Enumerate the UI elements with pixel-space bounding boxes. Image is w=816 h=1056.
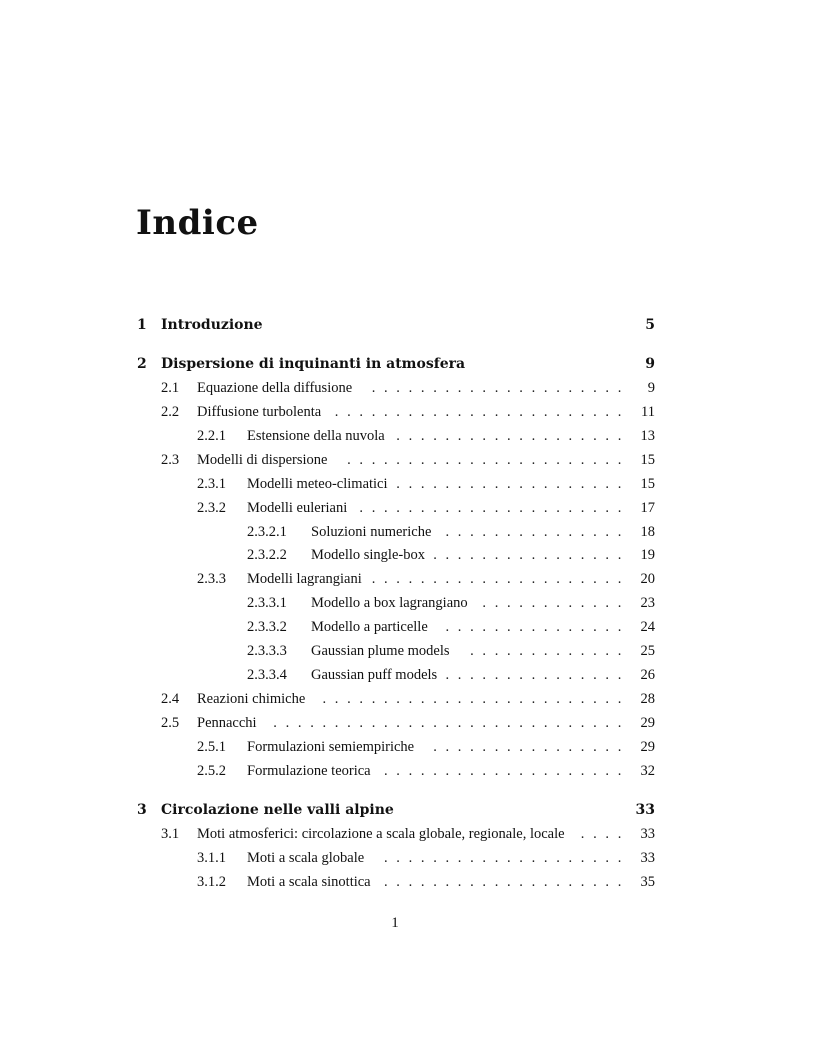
toc-leader-dots: . . . . . . . . . . . . . . . . . . . . . (371, 571, 622, 587)
toc-leader-dots: . . . . . . . . . . . . . . . (445, 667, 622, 683)
toc-entry-number: 2.3.2 (197, 500, 226, 516)
toc-entry-page: 29 (640, 715, 655, 731)
toc-entry-row[interactable] (0, 569, 816, 589)
toc-entry-row[interactable] (0, 824, 816, 844)
toc-entry-page: 24 (640, 619, 655, 635)
toc-entry-number: 2.4 (161, 691, 180, 707)
toc-entry-number: 2.3.3.2 (247, 619, 287, 635)
toc-entry-number: 2.3.1 (197, 476, 226, 492)
toc-entry-page: 33 (640, 850, 655, 866)
toc-entry-page: 35 (640, 874, 655, 890)
toc-entry-page: 33 (635, 802, 655, 818)
toc-leader-dots: . . . . . . . . . . . . . (470, 643, 622, 659)
toc-leader-dots: . . . . . . . . . . . . . . . . . . . . . . . . . . . . . (273, 715, 622, 731)
toc-entry-row[interactable] (0, 522, 816, 542)
toc-entry-row[interactable] (0, 545, 816, 565)
toc-entry-title[interactable]: Equazione della diffusione (197, 380, 353, 396)
toc-entry-number: 3.1.1 (197, 850, 226, 866)
toc-entry-title[interactable]: Soluzioni numeriche (311, 524, 432, 540)
toc-entry-number: 2.3.2.1 (247, 524, 287, 540)
toc-entry-number: 2.3.3.1 (247, 595, 287, 611)
toc-entry-title[interactable]: Moti a scala sinottica (247, 874, 371, 890)
toc-entry-page: 20 (640, 571, 655, 587)
toc-entry-page: 25 (640, 643, 655, 659)
page-title: Indice (136, 203, 259, 243)
toc-entry-title[interactable]: Modello single-box (311, 547, 425, 563)
toc-entry-row[interactable] (0, 402, 816, 422)
toc-entry-title[interactable]: Circolazione nelle valli alpine (161, 802, 394, 818)
toc-entry-title[interactable]: Modelli meteo-climatici (247, 476, 388, 492)
toc-leader-dots: . . . . . . . . . . . . (482, 595, 622, 611)
toc-entry-number: 2.2.1 (197, 428, 226, 444)
toc-entry-number: 2.3.3 (197, 571, 226, 587)
toc-entry-title[interactable]: Estensione della nuvola (247, 428, 385, 444)
toc-leader-dots: . . . . . . . . . . . . . . . . . . . . (384, 763, 622, 779)
toc-entry-row[interactable] (0, 761, 816, 781)
toc-entry-row[interactable] (0, 713, 816, 733)
toc-entry-number: 2.3.3.3 (247, 643, 287, 659)
toc-entry-title[interactable]: Pennacchi (197, 715, 257, 731)
toc-entry-row[interactable] (0, 498, 816, 518)
toc-entry-title[interactable]: Modello a particelle (311, 619, 428, 635)
toc-entry-title[interactable]: Gaussian plume models (311, 643, 450, 659)
toc-entry-title[interactable]: Formulazioni semiempiriche (247, 739, 415, 755)
toc-entry-page: 5 (645, 317, 655, 333)
toc-entry-number: 2.5 (161, 715, 180, 731)
toc-entry-page: 15 (640, 476, 655, 492)
toc-entry-title[interactable]: Moti atmosferici: circolazione a scala globale, regionale, locale (197, 826, 565, 842)
toc-entry-page: 15 (640, 452, 655, 468)
toc-leader-dots: . . . . . . . . . . . . . . . . (433, 739, 622, 755)
toc-entry-number: 2 (137, 356, 147, 372)
toc-entry-page: 9 (645, 356, 655, 372)
toc-entry-title[interactable]: Modelli euleriani (247, 500, 348, 516)
toc-entry-page: 32 (640, 763, 655, 779)
toc-leader-dots: . . . . (580, 826, 622, 842)
toc-leader-dots: . . . . . . . . . . . . . . . . . . . . (384, 850, 622, 866)
toc-entry-row[interactable] (0, 426, 816, 446)
toc-entry-title[interactable]: Diffusione turbolenta (197, 404, 322, 420)
toc-chapter-row[interactable] (0, 315, 816, 335)
toc-entry-title[interactable]: Gaussian puff models (311, 667, 438, 683)
toc-entry-number: 2.3.2.2 (247, 547, 287, 563)
toc-entry-number: 3.1 (161, 826, 180, 842)
toc-entry-page: 28 (640, 691, 655, 707)
toc-leader-dots: . . . . . . . . . . . . . . . (445, 619, 622, 635)
toc-entry-title[interactable]: Reazioni chimiche (197, 691, 306, 707)
toc-entry-title[interactable]: Modelli di dispersione (197, 452, 328, 468)
toc-entry-number: 3.1.2 (197, 874, 226, 890)
toc-entry-row[interactable] (0, 593, 816, 613)
toc-entry-number: 2.5.1 (197, 739, 226, 755)
toc-entry-page: 26 (640, 667, 655, 683)
toc-entry-page: 23 (640, 595, 655, 611)
toc-entry-number: 3 (137, 802, 147, 818)
toc-entry-number: 2.1 (161, 380, 180, 396)
toc-entry-row[interactable] (0, 378, 816, 398)
toc-leader-dots: . . . . . . . . . . . . . . . . . . . . . . (359, 500, 622, 516)
toc-entry-page: 19 (640, 547, 655, 563)
toc-entry-number: 2.3 (161, 452, 180, 468)
toc-chapter-row[interactable] (0, 354, 816, 374)
toc-entry-title[interactable]: Formulazione teorica (247, 763, 371, 779)
toc-entry-row[interactable] (0, 450, 816, 470)
toc-entry-number: 2.5.2 (197, 763, 226, 779)
toc-entry-row[interactable] (0, 474, 816, 494)
toc-entry-row[interactable] (0, 848, 816, 868)
toc-entry-row[interactable] (0, 617, 816, 637)
toc-leader-dots: . . . . . . . . . . . . . . . . . . . . (384, 874, 622, 890)
page-number: 1 (391, 915, 399, 931)
toc-entry-title[interactable]: Modelli lagrangiani (247, 571, 362, 587)
toc-entry-title[interactable]: Dispersione di inquinanti in atmosfera (161, 356, 466, 372)
toc-leader-dots: . . . . . . . . . . . . . . . . . . . . . . . (347, 452, 622, 468)
toc-entry-page: 11 (641, 404, 655, 420)
toc-leader-dots: . . . . . . . . . . . . . . . . . . . . . (371, 380, 622, 396)
toc-leader-dots: . . . . . . . . . . . . . . . . . . . . . . . . (334, 404, 622, 420)
toc-entry-row[interactable] (0, 641, 816, 661)
toc-entry-row[interactable] (0, 737, 816, 757)
toc-entry-page: 18 (640, 524, 655, 540)
toc-leader-dots: . . . . . . . . . . . . . . . . (433, 547, 622, 563)
toc-entry-page: 13 (640, 428, 655, 444)
toc-entry-row[interactable] (0, 665, 816, 685)
toc-entry-row[interactable] (0, 872, 816, 892)
toc-chapter-row[interactable] (0, 800, 816, 820)
toc-leader-dots: . . . . . . . . . . . . . . . (445, 524, 622, 540)
toc-entry-page: 17 (640, 500, 655, 516)
toc-leader-dots: . . . . . . . . . . . . . . . . . . . (396, 476, 622, 492)
toc-entry-page: 33 (640, 826, 655, 842)
toc-entry-title[interactable]: Introduzione (161, 317, 263, 333)
toc-entry-number: 2.2 (161, 404, 180, 420)
toc-entry-title[interactable]: Modello a box lagrangiano (311, 595, 468, 611)
toc-entry-row[interactable] (0, 689, 816, 709)
toc-entry-title[interactable]: Moti a scala globale (247, 850, 365, 866)
toc-leader-dots: . . . . . . . . . . . . . . . . . . . (396, 428, 622, 444)
toc-entry-page: 29 (640, 739, 655, 755)
toc-entry-page: 9 (647, 380, 655, 396)
toc-entry-number: 1 (137, 317, 147, 333)
toc-entry-number: 2.3.3.4 (247, 667, 287, 683)
toc-leader-dots: . . . . . . . . . . . . . . . . . . . . . . . . . (322, 691, 622, 707)
